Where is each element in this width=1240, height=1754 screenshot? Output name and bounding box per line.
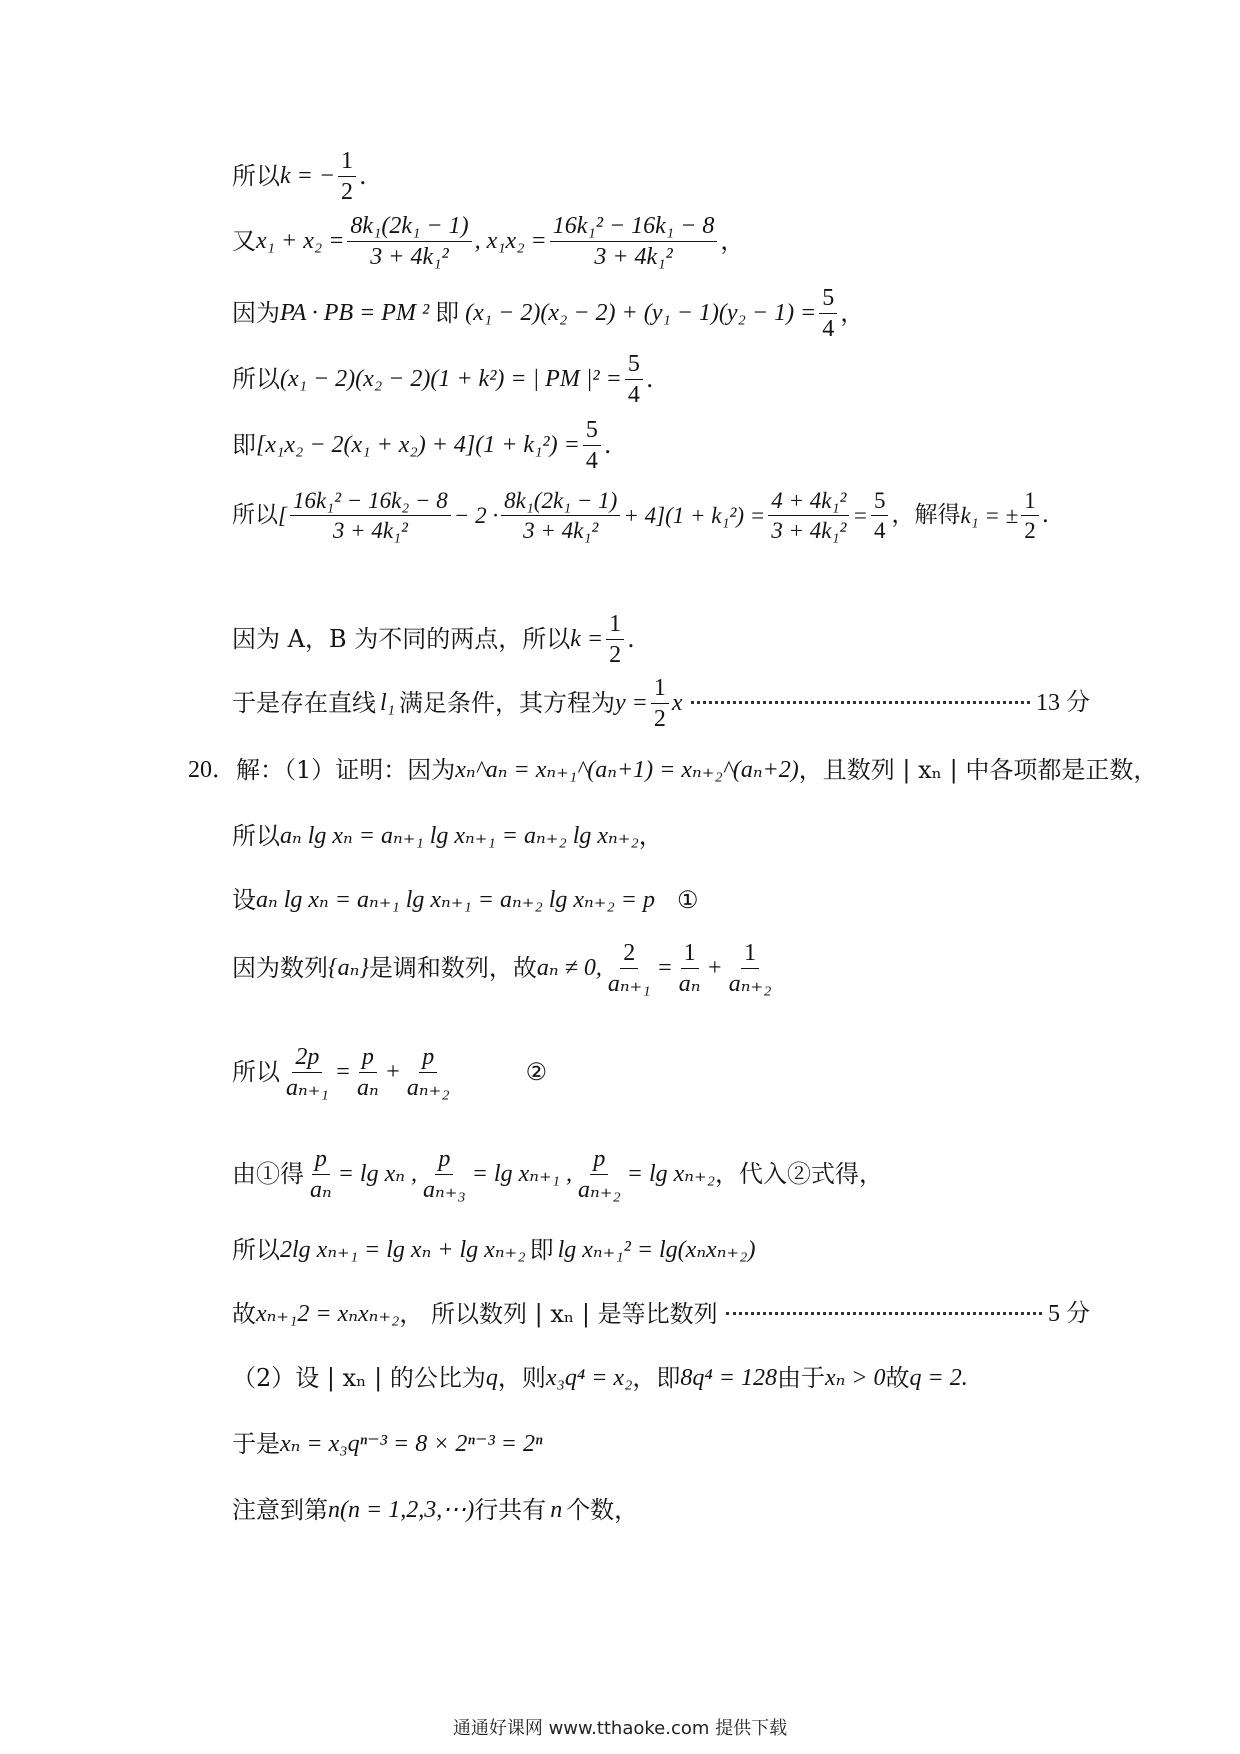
fraction bbox=[676, 941, 704, 996]
math-expression: [ bbox=[278, 502, 287, 528]
score-label: 5 分 bbox=[1048, 1301, 1090, 1327]
text: ， 所以数列 | xₙ | 是等比数列 bbox=[399, 1300, 718, 1328]
text: 因为 bbox=[232, 299, 280, 327]
fraction bbox=[347, 214, 471, 269]
denominator: aₙ bbox=[310, 1176, 332, 1203]
fraction bbox=[501, 489, 620, 542]
solution-line bbox=[232, 1228, 1090, 1272]
fraction bbox=[606, 612, 624, 667]
text: 于是存在直线 bbox=[232, 689, 376, 717]
solution-line bbox=[232, 880, 1090, 920]
numerator: 5 bbox=[583, 418, 601, 446]
punctuation: . bbox=[1041, 501, 1050, 528]
math-expression: k = bbox=[570, 626, 604, 652]
fraction bbox=[307, 1147, 335, 1202]
denominator: 4 bbox=[627, 381, 640, 408]
numerator: 1 bbox=[681, 941, 699, 969]
punctuation: . bbox=[603, 431, 612, 459]
text: ，且数列 | xₙ | 中各项都是正数， bbox=[798, 756, 1158, 784]
solution-line bbox=[232, 674, 1090, 732]
math-expression: k = − bbox=[280, 163, 336, 189]
fraction bbox=[290, 489, 451, 542]
text: 即 bbox=[232, 431, 256, 459]
denominator: aₙ₊₂ bbox=[406, 1074, 450, 1101]
text: 故 bbox=[885, 1364, 910, 1392]
text: 所以 bbox=[232, 162, 280, 190]
text: 解：（1）证明：因为 bbox=[236, 756, 456, 784]
text: 因为 A，B 为不同的两点，所以 bbox=[232, 625, 571, 653]
fraction bbox=[575, 1147, 624, 1202]
numerator: 16k₁² − 16k₁ − 8 bbox=[550, 214, 718, 242]
math-expression: + 4](1 + k₁²) = bbox=[623, 502, 766, 528]
numerator: 1 bbox=[651, 676, 669, 704]
denominator: aₙ₊₁ bbox=[286, 1074, 329, 1101]
math-expression: + bbox=[384, 1059, 401, 1085]
page-footer: 通通好课网 www.tthaoke.com 提供下载 bbox=[452, 1718, 788, 1739]
math-expression: = bbox=[334, 1059, 351, 1085]
text: 注意到第 bbox=[232, 1496, 328, 1524]
solution-line bbox=[232, 1358, 1090, 1398]
denominator: 2 bbox=[341, 178, 354, 205]
text: ，代入②式得， bbox=[715, 1160, 884, 1188]
text: 是调和数列，故 bbox=[368, 954, 537, 982]
fraction bbox=[354, 1045, 382, 1100]
math-expression: = lg xₙ₊₂ bbox=[626, 1161, 716, 1187]
denominator: 3 + 4k₁² bbox=[370, 243, 449, 270]
math-expression: 2lg xₙ₊₁ = lg xₙ + lg xₙ₊₂ bbox=[280, 1237, 526, 1263]
numerator: 8k₁(2k₁ − 1) bbox=[501, 489, 620, 516]
solution-line bbox=[232, 1490, 1090, 1530]
math-expression: y = bbox=[615, 690, 648, 716]
fraction bbox=[768, 489, 849, 542]
solution-line bbox=[232, 936, 1090, 1000]
math-expression: aₙ ≠ 0, bbox=[536, 955, 602, 981]
equation-marker: ① bbox=[676, 886, 699, 914]
text: 故 bbox=[232, 1300, 256, 1328]
text: 满足条件，其方程为 bbox=[399, 689, 616, 717]
math-expression: + bbox=[706, 955, 723, 981]
math-expression: x bbox=[671, 690, 683, 716]
numerator: p bbox=[359, 1045, 377, 1073]
math-expression: n(n = 1,2,3,⋯) bbox=[328, 1497, 475, 1523]
denominator: aₙ bbox=[356, 1074, 379, 1101]
numerator: 1 bbox=[606, 612, 624, 640]
denominator: aₙ₊₂ bbox=[728, 970, 772, 997]
math-expression: , x₁x₂ = bbox=[474, 228, 547, 254]
fraction bbox=[625, 352, 643, 407]
text: 即 bbox=[435, 299, 460, 327]
solution-line bbox=[232, 610, 1090, 668]
solution-line bbox=[232, 1142, 1090, 1206]
math-expression: = lg xₙ₊₁ , bbox=[471, 1161, 572, 1187]
math-expression: q = 2. bbox=[909, 1365, 968, 1391]
text: 所以 bbox=[232, 501, 278, 528]
text: （2）设 | xₙ | 的公比为 bbox=[232, 1364, 486, 1392]
fraction bbox=[819, 286, 837, 341]
denominator: aₙ₊₃ bbox=[422, 1176, 466, 1203]
text: ，则 bbox=[497, 1364, 546, 1392]
text: 由①得 bbox=[232, 1160, 304, 1188]
text: 行共有 bbox=[474, 1496, 547, 1524]
fraction bbox=[583, 418, 601, 473]
fraction bbox=[404, 1045, 453, 1100]
math-expression: l₁ bbox=[380, 690, 396, 716]
question-number: 20． bbox=[188, 757, 236, 783]
text: 所以 bbox=[232, 1058, 280, 1086]
numerator: p bbox=[312, 1147, 330, 1175]
denominator: 3 + 4k₁² bbox=[523, 517, 599, 543]
leader-dots bbox=[691, 701, 1030, 704]
punctuation: ， bbox=[720, 227, 745, 255]
solution-line bbox=[232, 1040, 1090, 1104]
math-expression: − 2 · bbox=[453, 502, 499, 528]
text: 即 bbox=[529, 1236, 554, 1264]
fraction bbox=[871, 489, 889, 542]
solution-line bbox=[232, 1294, 1090, 1334]
text: 由于 bbox=[776, 1364, 825, 1392]
fraction bbox=[283, 1045, 332, 1100]
denominator: 3 + 4k₁² bbox=[332, 517, 408, 543]
denominator: 3 + 4k₁² bbox=[594, 243, 673, 270]
fraction bbox=[651, 676, 669, 731]
denominator: 4 bbox=[822, 315, 835, 342]
equation-marker: ② bbox=[525, 1058, 548, 1086]
question-line bbox=[188, 748, 1158, 792]
fraction bbox=[605, 941, 654, 996]
math-expression: xₙ₊₁2 = xₙxₙ₊₂ bbox=[256, 1301, 400, 1327]
math-expression: 8q⁴ = 128 bbox=[680, 1365, 777, 1391]
math-expression: [x₁x₂ − 2(x₁ + x₂) + 4](1 + k₁²) = bbox=[256, 432, 580, 458]
math-expression: q bbox=[485, 1365, 498, 1391]
fraction bbox=[338, 149, 356, 204]
math-expression: (x₁ − 2)(x₂ − 2) + (y₁ − 1)(y₂ − 1) = bbox=[465, 300, 817, 326]
solution-line bbox=[232, 816, 1090, 856]
denominator: 4 bbox=[585, 447, 598, 474]
numerator: 2p bbox=[292, 1045, 322, 1073]
denominator: 2 bbox=[1024, 517, 1036, 543]
numerator: 5 bbox=[819, 286, 837, 314]
fraction bbox=[420, 1147, 469, 1202]
denominator: aₙ₊₁ bbox=[607, 970, 651, 997]
text: 所以 bbox=[232, 365, 280, 393]
numerator: p bbox=[435, 1147, 453, 1175]
numerator: 16k₁² − 16k₂ − 8 bbox=[290, 489, 451, 516]
text: 因为数列 bbox=[232, 954, 328, 982]
solution-line bbox=[232, 350, 1090, 408]
numerator: p bbox=[419, 1045, 437, 1073]
math-expression: xₙ^aₙ = xₙ₊₁^(aₙ+1) = xₙ₊₂^(aₙ+2) bbox=[455, 757, 799, 783]
math-expression: = bbox=[852, 502, 868, 528]
punctuation: . bbox=[645, 365, 654, 393]
text: ，即 bbox=[632, 1364, 681, 1392]
solution-line bbox=[232, 212, 1090, 270]
math-expression: = lg xₙ , bbox=[337, 1161, 417, 1187]
numerator: 5 bbox=[625, 352, 643, 380]
text: 所以 bbox=[232, 822, 280, 850]
fraction bbox=[1021, 489, 1039, 542]
solution-line bbox=[232, 284, 1090, 342]
text: 个数， bbox=[566, 1496, 639, 1524]
math-expression: {aₙ} bbox=[328, 955, 369, 981]
solution-line bbox=[232, 416, 1090, 474]
numerator: 2 bbox=[620, 941, 638, 969]
denominator: aₙ bbox=[678, 970, 701, 997]
numerator: 5 bbox=[871, 489, 889, 516]
punctuation: . bbox=[627, 625, 635, 653]
denominator: 2 bbox=[653, 705, 666, 732]
denominator: aₙ₊₂ bbox=[578, 1176, 621, 1203]
math-expression: x₁ + x₂ = bbox=[256, 228, 345, 254]
text: ，解得 bbox=[891, 501, 961, 528]
math-expression: (x₁ − 2)(x₂ − 2)(1 + k²) = | PM |² = bbox=[280, 366, 622, 392]
numerator: 8k₁(2k₁ − 1) bbox=[347, 214, 471, 242]
punctuation: . bbox=[359, 162, 367, 190]
math-expression: aₙ lg xₙ = aₙ₊₁ lg xₙ₊₁ = aₙ₊₂ lg xₙ₊₂ = p bbox=[256, 887, 655, 913]
punctuation: ， bbox=[638, 822, 663, 850]
numerator: 1 bbox=[338, 149, 356, 177]
text: 所以 bbox=[232, 1236, 280, 1264]
solution-line bbox=[232, 147, 1090, 205]
text: 又 bbox=[232, 227, 256, 255]
numerator: p bbox=[590, 1147, 608, 1175]
math-expression: x₃q⁴ = x₂ bbox=[545, 1365, 633, 1391]
denominator: 3 + 4k₁² bbox=[771, 517, 847, 543]
math-expression: = bbox=[656, 955, 673, 981]
math-expression: n bbox=[550, 1497, 563, 1523]
numerator: 1 bbox=[1021, 489, 1039, 516]
math-expression: lg xₙ₊₁² = lg(xₙxₙ₊₂) bbox=[557, 1237, 756, 1263]
leader-dots bbox=[726, 1312, 1042, 1315]
solution-line bbox=[232, 488, 1090, 542]
punctuation: ， bbox=[840, 299, 865, 327]
math-expression: aₙ lg xₙ = aₙ₊₁ lg xₙ₊₁ = aₙ₊₂ lg xₙ₊₂ bbox=[280, 823, 639, 849]
numerator: 1 bbox=[741, 941, 759, 969]
denominator: 2 bbox=[609, 641, 622, 668]
fraction bbox=[550, 214, 718, 269]
math-expression: k₁ = ± bbox=[960, 502, 1019, 528]
score-label: 13 分 bbox=[1036, 690, 1090, 716]
text: 于是 bbox=[232, 1430, 280, 1458]
denominator: 4 bbox=[873, 517, 886, 543]
numerator: 4 + 4k₁² bbox=[768, 489, 849, 516]
text: 设 bbox=[232, 886, 256, 914]
math-expression: xₙ = x₃qⁿ⁻³ = 8 × 2ⁿ⁻³ = 2ⁿ bbox=[280, 1431, 543, 1457]
solution-line bbox=[232, 1424, 1090, 1464]
math-expression: xₙ > 0 bbox=[824, 1365, 886, 1391]
vector-expression: PA · PB = PM ² bbox=[280, 300, 430, 326]
fraction bbox=[726, 941, 775, 996]
